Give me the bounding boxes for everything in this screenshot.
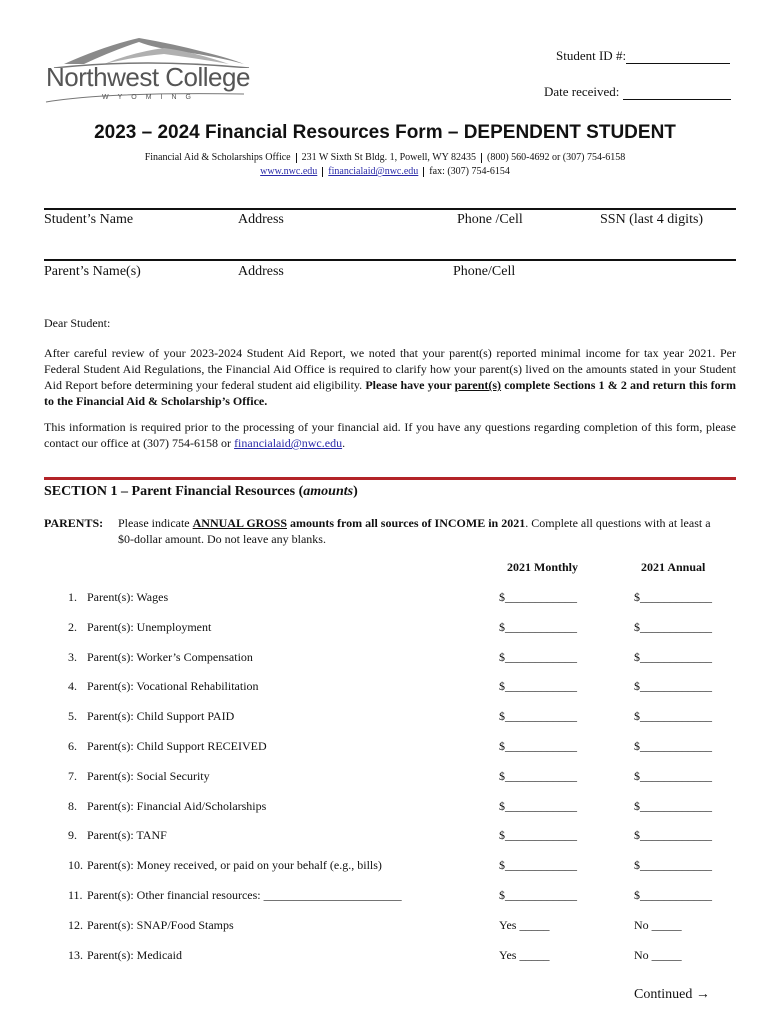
paragraph-1-bold-a: Please have your bbox=[365, 378, 452, 392]
paragraph-1-bold-underline: parent(s) bbox=[454, 378, 502, 392]
letter-greeting: Dear Student: bbox=[44, 316, 111, 330]
letter-paragraph-1 bbox=[44, 345, 736, 409]
row-text: Parent(s): TANF bbox=[87, 828, 167, 842]
annual-amount-field[interactable]: $____________ bbox=[634, 858, 712, 872]
yes-blank-field[interactable]: Yes _____ bbox=[499, 918, 550, 932]
row-number: 13. bbox=[68, 948, 83, 962]
parent-line[interactable] bbox=[44, 259, 736, 261]
row-text: Parent(s): Child Support PAID bbox=[87, 709, 235, 723]
row-text: Parent(s): Money received, or paid on your behalf (e.g., bills) bbox=[87, 858, 382, 872]
monthly-amount-field[interactable]: $____________ bbox=[499, 888, 577, 902]
monthly-amount-field[interactable]: $____________ bbox=[499, 650, 577, 664]
row-text: Parent(s): Worker’s Compensation bbox=[87, 650, 253, 664]
income-row-label bbox=[68, 650, 253, 665]
income-row-label bbox=[68, 590, 168, 605]
office-fax: fax: (307) 754-6154 bbox=[429, 166, 510, 177]
student-id-field[interactable] bbox=[556, 48, 730, 64]
section-1-title-em: amounts bbox=[303, 484, 354, 499]
row-text: Parent(s): Vocational Rehabilitation bbox=[87, 679, 259, 693]
row-number: 12. bbox=[68, 918, 83, 932]
row-number: 8. bbox=[68, 799, 77, 813]
monthly-amount-field[interactable]: $____________ bbox=[499, 858, 577, 872]
section-1-title-text: SECTION 1 – Parent Financial Resources ( bbox=[44, 484, 304, 499]
row-number: 2. bbox=[68, 620, 77, 634]
student-phone-label: Phone /Cell bbox=[457, 212, 523, 227]
instruction-a: Please indicate bbox=[118, 516, 190, 530]
parent-phone-label: Phone/Cell bbox=[453, 264, 516, 279]
office-address: 231 W Sixth St Bldg. 1, Powell, WY 82435 bbox=[301, 152, 476, 163]
monthly-amount-field[interactable]: $____________ bbox=[499, 679, 577, 693]
income-row-label bbox=[68, 679, 259, 694]
student-line[interactable] bbox=[44, 208, 736, 210]
instruction-underline: ANNUAL GROSS bbox=[192, 516, 287, 530]
income-row-label bbox=[68, 620, 211, 635]
office-info bbox=[0, 151, 770, 179]
yes-blank-field[interactable]: Yes _____ bbox=[499, 948, 550, 962]
monthly-amount-field[interactable]: $____________ bbox=[499, 769, 577, 783]
instruction-c: . Complete all questions with at least a $0-dollar amount. Do not leave any blanks. bbox=[118, 516, 711, 546]
continued-label: Continued → bbox=[634, 987, 710, 1002]
date-received-field[interactable] bbox=[544, 84, 731, 100]
student-id-label: Student ID #: bbox=[556, 48, 627, 63]
monthly-amount-field[interactable]: $____________ bbox=[499, 739, 577, 753]
parent-address-label: Address bbox=[238, 264, 284, 279]
student-address-label: Address bbox=[238, 212, 284, 227]
monthly-column-header: 2021 Monthly bbox=[507, 560, 579, 574]
paragraph-1-text: After careful review of your 2023-2024 Student Aid Report, we noted that your parent(s) reported minimal income for tax year 2021. Per Federal Student Aid Regulations, the Financial Aid Office is required to clarify how your parent(s) lived on the amounts stated in your Student Aid Report before determining your federal student aid eligibility. bbox=[44, 346, 736, 392]
student-name-label: Student’s Name bbox=[44, 212, 134, 227]
row-text: Parent(s): Unemployment bbox=[87, 620, 212, 634]
date-received-line[interactable] bbox=[623, 99, 731, 100]
parent-name-label: Parent’s Name(s) bbox=[44, 264, 141, 279]
no-blank-field[interactable]: No _____ bbox=[634, 918, 682, 932]
student-ssn-label: SSN (last 4 digits) bbox=[600, 212, 704, 227]
letter-paragraph-2 bbox=[44, 419, 736, 451]
section-1-title bbox=[44, 484, 358, 500]
row-number: 1. bbox=[68, 590, 77, 604]
row-text: Parent(s): Social Security bbox=[87, 769, 210, 783]
income-row-label bbox=[68, 948, 182, 963]
section-1-title-end: ) bbox=[353, 484, 358, 499]
paragraph-1-bold-b: complete Sections 1 & 2 and return this form to the Financial Aid & Scholarship’s Office. bbox=[44, 378, 736, 408]
income-row-label bbox=[68, 858, 382, 873]
income-row-label bbox=[68, 739, 267, 754]
student-id-line[interactable] bbox=[626, 63, 730, 64]
annual-amount-field[interactable]: $____________ bbox=[634, 799, 712, 813]
website-link[interactable]: www.nwc.edu bbox=[260, 166, 318, 177]
annual-amount-field[interactable]: $____________ bbox=[634, 620, 712, 634]
row-number: 6. bbox=[68, 739, 77, 753]
college-logo bbox=[44, 34, 254, 104]
paragraph-2-end: . bbox=[342, 436, 346, 450]
paragraph-2-email-link[interactable]: financialaid@nwc.edu bbox=[234, 436, 343, 450]
row-text: Parent(s): SNAP/Food Stamps bbox=[87, 918, 234, 932]
income-row-label bbox=[68, 888, 402, 903]
income-row-label bbox=[68, 828, 167, 843]
annual-amount-field[interactable]: $____________ bbox=[634, 739, 712, 753]
income-row-label bbox=[68, 799, 266, 814]
income-row-label bbox=[68, 709, 234, 724]
annual-amount-field[interactable]: $____________ bbox=[634, 888, 712, 902]
office-name: Financial Aid & Scholarships Office bbox=[144, 152, 291, 163]
row-number: 4. bbox=[68, 679, 77, 693]
row-number: 7. bbox=[68, 769, 77, 783]
page-title: 2023 – 2024 Financial Resources Form – DEPENDENT STUDENT bbox=[94, 122, 676, 143]
parents-label: PARENTS: bbox=[44, 516, 104, 530]
row-text: Parent(s): Child Support RECEIVED bbox=[87, 739, 267, 753]
income-row-label bbox=[68, 769, 210, 784]
logo-name: Northwest College bbox=[46, 62, 250, 92]
annual-amount-field[interactable]: $____________ bbox=[634, 679, 712, 693]
annual-amount-field[interactable]: $____________ bbox=[634, 828, 712, 842]
row-number: 10. bbox=[68, 858, 83, 872]
monthly-amount-field[interactable]: $____________ bbox=[499, 709, 577, 723]
instruction-b: amounts from all sources of INCOME in 2021 bbox=[290, 516, 526, 530]
row-number: 11. bbox=[68, 888, 83, 902]
row-text: Parent(s): Medicaid bbox=[87, 948, 182, 962]
annual-column-header: 2021 Annual bbox=[641, 560, 706, 574]
row-number: 3. bbox=[68, 650, 77, 664]
no-blank-field[interactable]: No _____ bbox=[634, 948, 682, 962]
annual-amount-field[interactable]: $____________ bbox=[634, 709, 712, 723]
section-divider bbox=[44, 477, 736, 480]
row-text: Parent(s): Wages bbox=[87, 590, 169, 604]
income-row-label bbox=[68, 918, 234, 933]
monthly-amount-field[interactable]: $____________ bbox=[499, 590, 577, 604]
row-number: 5. bbox=[68, 709, 77, 723]
annual-amount-field[interactable]: $____________ bbox=[634, 650, 712, 664]
email-link[interactable]: financialaid@nwc.edu bbox=[328, 166, 419, 177]
logo-state: WYOMING bbox=[102, 94, 200, 101]
monthly-amount-field[interactable]: $____________ bbox=[499, 828, 577, 842]
row-text: Parent(s): Financial Aid/Scholarships bbox=[87, 799, 267, 813]
monthly-amount-field[interactable]: $____________ bbox=[499, 799, 577, 813]
row-text: Parent(s): Other financial resources: _______________________ bbox=[87, 888, 402, 902]
annual-amount-field[interactable]: $____________ bbox=[634, 590, 712, 604]
office-phone: (800) 560-4692 or (307) 754-6158 bbox=[486, 152, 626, 163]
date-received-label: Date received: bbox=[544, 84, 620, 99]
monthly-amount-field[interactable]: $____________ bbox=[499, 620, 577, 634]
row-number: 9. bbox=[68, 828, 77, 842]
annual-amount-field[interactable]: $____________ bbox=[634, 769, 712, 783]
paragraph-2-text: This information is required prior to the processing of your financial aid. If you have any questions regarding completion of this form, please contact our office at (307) 754-6158 or bbox=[44, 420, 736, 450]
